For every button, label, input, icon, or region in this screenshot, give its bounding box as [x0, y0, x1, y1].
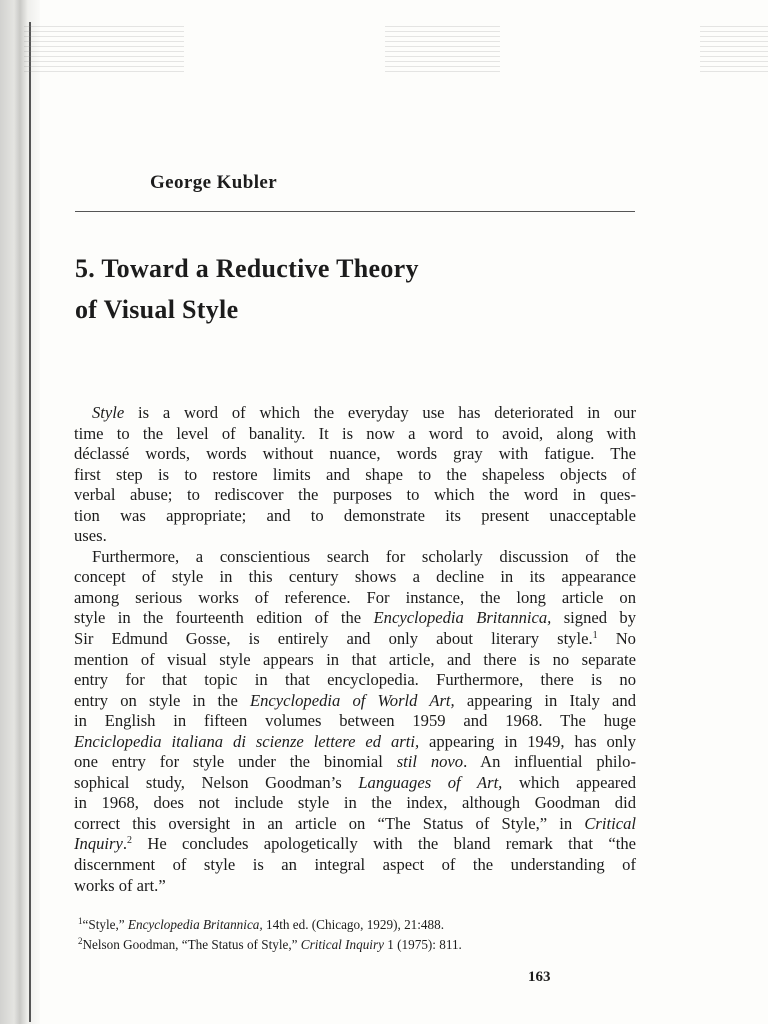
text-run: . An influential philo- — [463, 752, 636, 772]
text-run: first step is to restore limits and shape to the shapeless objects of — [74, 464, 636, 484]
text-run: entry for that topic in that encyclopedia. Furthermore, there is no — [74, 670, 636, 690]
paragraph-line — [74, 506, 636, 527]
text-run: verbal abuse; to rediscover the purposes to which the word in ques- — [74, 485, 636, 505]
footnote — [78, 935, 638, 955]
text-run: appearing in Italy and — [454, 690, 636, 710]
chapter-title-line: 5. Toward a Reductive Theory — [75, 254, 419, 283]
text-run: tion was appropriate; and to demonstrate its present unacceptable — [74, 505, 636, 525]
bleed-through-smudge — [24, 26, 184, 74]
header-rule — [75, 211, 635, 212]
italic-title: Style — [92, 403, 125, 422]
paragraph-line — [74, 526, 636, 547]
text-run: among serious works of reference. For instance, the long article on — [74, 587, 636, 607]
italic-title: Inquiry — [74, 834, 123, 854]
paragraph-line — [74, 670, 636, 691]
paragraph-line — [74, 793, 636, 814]
italic-title: Encyclopedia Britannica, — [373, 608, 552, 628]
footnote-marker: 2 — [78, 936, 83, 946]
text-run: Sir Edmund Gosse, is entirely and only about literary style. — [74, 629, 593, 649]
paragraph-line — [74, 691, 636, 712]
footnote-marker: 2 — [127, 835, 133, 847]
paragraph-line — [74, 444, 636, 465]
text-run: He concludes apologetically with the bland remark that “the — [132, 834, 636, 854]
footnote-marker: 1 — [592, 630, 598, 642]
paragraph-line — [74, 567, 636, 588]
paragraph-line — [74, 876, 636, 897]
paragraph-line — [74, 752, 636, 773]
paragraph-line — [74, 424, 636, 445]
paragraph-line — [74, 650, 636, 671]
text-run: in English in fifteen volumes between 1959 and 1968. The huge — [74, 711, 636, 731]
text-run: entry on style in the — [74, 690, 250, 710]
italic-title: Critical Inquiry — [300, 937, 384, 952]
italic-title: Critical — [584, 813, 636, 833]
footnote-marker: 1 — [78, 916, 83, 926]
paragraph-line — [74, 629, 636, 650]
text-run: No — [597, 629, 636, 649]
paragraph-line — [74, 465, 636, 486]
text-run: time to the level of banality. It is now a word to avoid, along with — [74, 423, 636, 443]
paragraph-line — [74, 834, 636, 855]
italic-title: Languages of Art, — [358, 772, 503, 792]
text-run: style in the fourteenth edition of the — [74, 608, 374, 628]
text-run: “Style,” — [82, 917, 128, 932]
text-run: 1 (1975): 811. — [383, 937, 462, 952]
text-run: one entry for style under the binomial — [74, 752, 397, 772]
page-number: 163 — [528, 969, 551, 985]
paragraph-line — [74, 485, 636, 506]
author-name: George Kubler — [150, 172, 278, 193]
paragraph-line — [74, 773, 636, 794]
text-run: concept of style in this century shows a decline in its appearance — [74, 567, 636, 587]
text-run: 14th ed. (Chicago, 1929), 21:488. — [262, 917, 445, 932]
body-text — [74, 403, 636, 896]
italic-title: stil novo — [396, 752, 464, 772]
text-run: in 1968, does not include style in the index, although Goodman did — [74, 793, 636, 813]
page-gutter-line — [29, 22, 31, 1022]
paragraph-line — [74, 547, 636, 568]
text-run: discernment of style is an integral aspect of the understanding of — [74, 855, 636, 875]
italic-title: Encyclopedia of World Art, — [249, 690, 455, 710]
paragraph-line — [74, 855, 636, 876]
footnote — [78, 915, 638, 935]
text-run: Furthermore, a conscientious search for scholarly discussion of the — [92, 546, 636, 566]
text-run: is a word of which the everyday use has deteriorated in our — [124, 403, 636, 422]
text-run: works of art.” — [74, 875, 166, 895]
chapter-title-line: of Visual Style — [75, 295, 239, 324]
text-run: . — [122, 834, 128, 854]
bleed-through-smudge — [385, 26, 500, 74]
paragraph-line — [74, 608, 636, 629]
text-run: which appeared — [502, 772, 636, 792]
paragraph-line — [74, 403, 636, 424]
paragraph-line — [74, 711, 636, 732]
text-run: uses. — [74, 526, 107, 546]
paragraph-line — [74, 732, 636, 753]
text-run: mention of visual style appears in that article, and there is no separate — [74, 649, 636, 669]
text-run: signed by — [551, 608, 637, 628]
text-run: déclassé words, words without nuance, words gray with fatigue. The — [74, 444, 636, 464]
text-run: correct this oversight in an article on “The Status of Style,” in — [74, 813, 585, 833]
paragraph-line — [74, 814, 636, 835]
bleed-through-smudge — [700, 26, 768, 74]
italic-title: Encyclopedia Britannica, — [127, 917, 263, 932]
text-run: sophical study, Nelson Goodman’s — [74, 772, 359, 792]
text-run: appearing in 1949, has only — [419, 731, 636, 751]
footnotes — [78, 915, 638, 955]
scan-binding-shadow — [0, 0, 40, 1024]
chapter-title — [75, 248, 635, 330]
paragraph-line — [74, 588, 636, 609]
text-run: Nelson Goodman, “The Status of Style,” — [82, 937, 301, 952]
italic-title: Enciclopedia italiana di scienze lettere ed arti, — [74, 731, 420, 751]
